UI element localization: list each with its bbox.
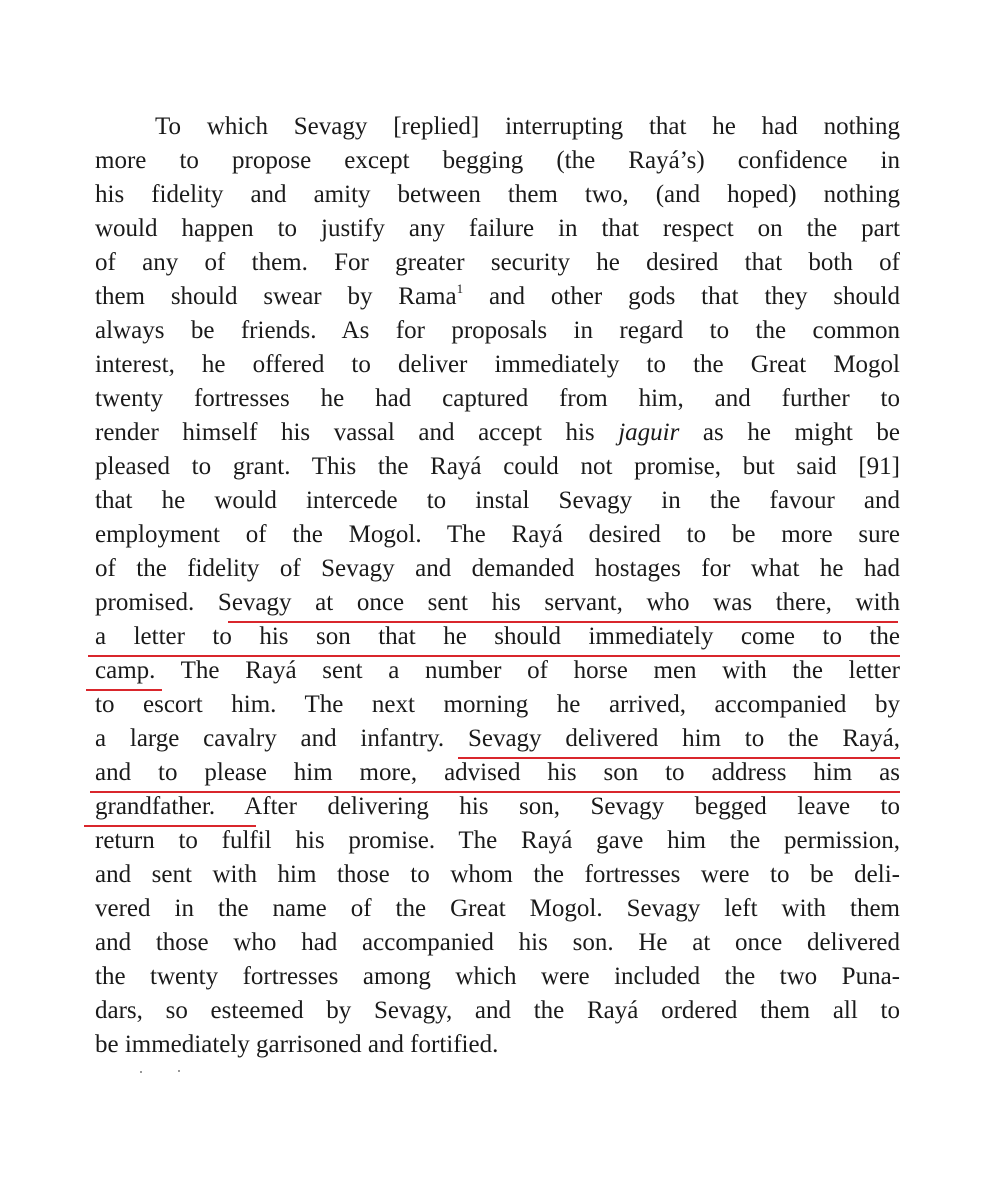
text-line: and sent with him those to whom the fortresses were to be deli-: [95, 861, 900, 888]
text-line: of the fidelity of Sevagy and demanded hostages for what he had: [95, 555, 900, 582]
red-underline: [228, 621, 898, 623]
text-line: promised. Sevagy at once sent his servant, who was there, with: [95, 589, 900, 616]
text-line: a letter to his son that he should immediately come to the: [95, 623, 900, 650]
text-line: To which Sevagy [replied] interrupting that he had nothing: [155, 113, 900, 140]
text-line: dars, so esteemed by Sevagy, and the Rayá ordered them all to: [95, 997, 900, 1024]
text-line: camp. The Rayá sent a number of horse men with the letter: [95, 657, 900, 684]
text-line: render himself his vassal and accept his jaguir as he might be: [95, 419, 901, 446]
text-line: his fidelity and amity between them two, (and hoped) nothing: [95, 181, 900, 208]
text-line: that he would intercede to instal Sevagy in the favour and: [95, 487, 900, 514]
text-line: return to fulfil his promise. The Rayá gave him the permission,: [95, 827, 900, 854]
scan-speckles: [140, 1070, 200, 1074]
red-underline: [458, 757, 900, 759]
text-line: a large cavalry and infantry. Sevagy delivered him to the Rayá,: [95, 725, 900, 752]
text-line: more to propose except begging (the Rayá’s) confidence in: [95, 147, 900, 174]
red-underline: [86, 689, 162, 691]
text-line: interest, he offered to deliver immediately to the Great Mogol: [95, 351, 900, 378]
red-underline: [90, 791, 900, 793]
text-line: the twenty fortresses among which were included the two Puna-: [95, 963, 900, 990]
text-line: always be friends. As for proposals in regard to the common: [95, 317, 900, 344]
text-line: grandfather. After delivering his son, Sevagy begged leave to: [95, 793, 900, 820]
text-line: twenty fortresses he had captured from him, and further to: [95, 385, 900, 412]
text-line: pleased to grant. This the Rayá could not promise, but said [91]: [95, 453, 900, 480]
text-line: would happen to justify any failure in that respect on the part: [95, 215, 900, 242]
text-line: employment of the Mogol. The Rayá desired to be more sure: [95, 521, 900, 548]
text-line: them should swear by Rama$^1$ and other gods that they should: [95, 280, 900, 310]
italic-term: jaguir: [618, 419, 680, 446]
red-underline: [84, 825, 256, 827]
text-line: and those who had accompanied his son. He at once delivered: [95, 929, 900, 956]
text-line: vered in the name of the Great Mogol. Sevagy left with them: [95, 895, 900, 922]
text-line: of any of them. For greater security he desired that both of: [95, 249, 900, 276]
red-underline: [88, 655, 900, 657]
footnote-marker: 1: [456, 280, 464, 296]
text-line: be immediately garrisoned and fortified.: [95, 1031, 499, 1058]
text-line: to escort him. The next morning he arrived, accompanied by: [95, 691, 900, 718]
text-line: and to please him more, advised his son to address him as: [95, 759, 900, 786]
